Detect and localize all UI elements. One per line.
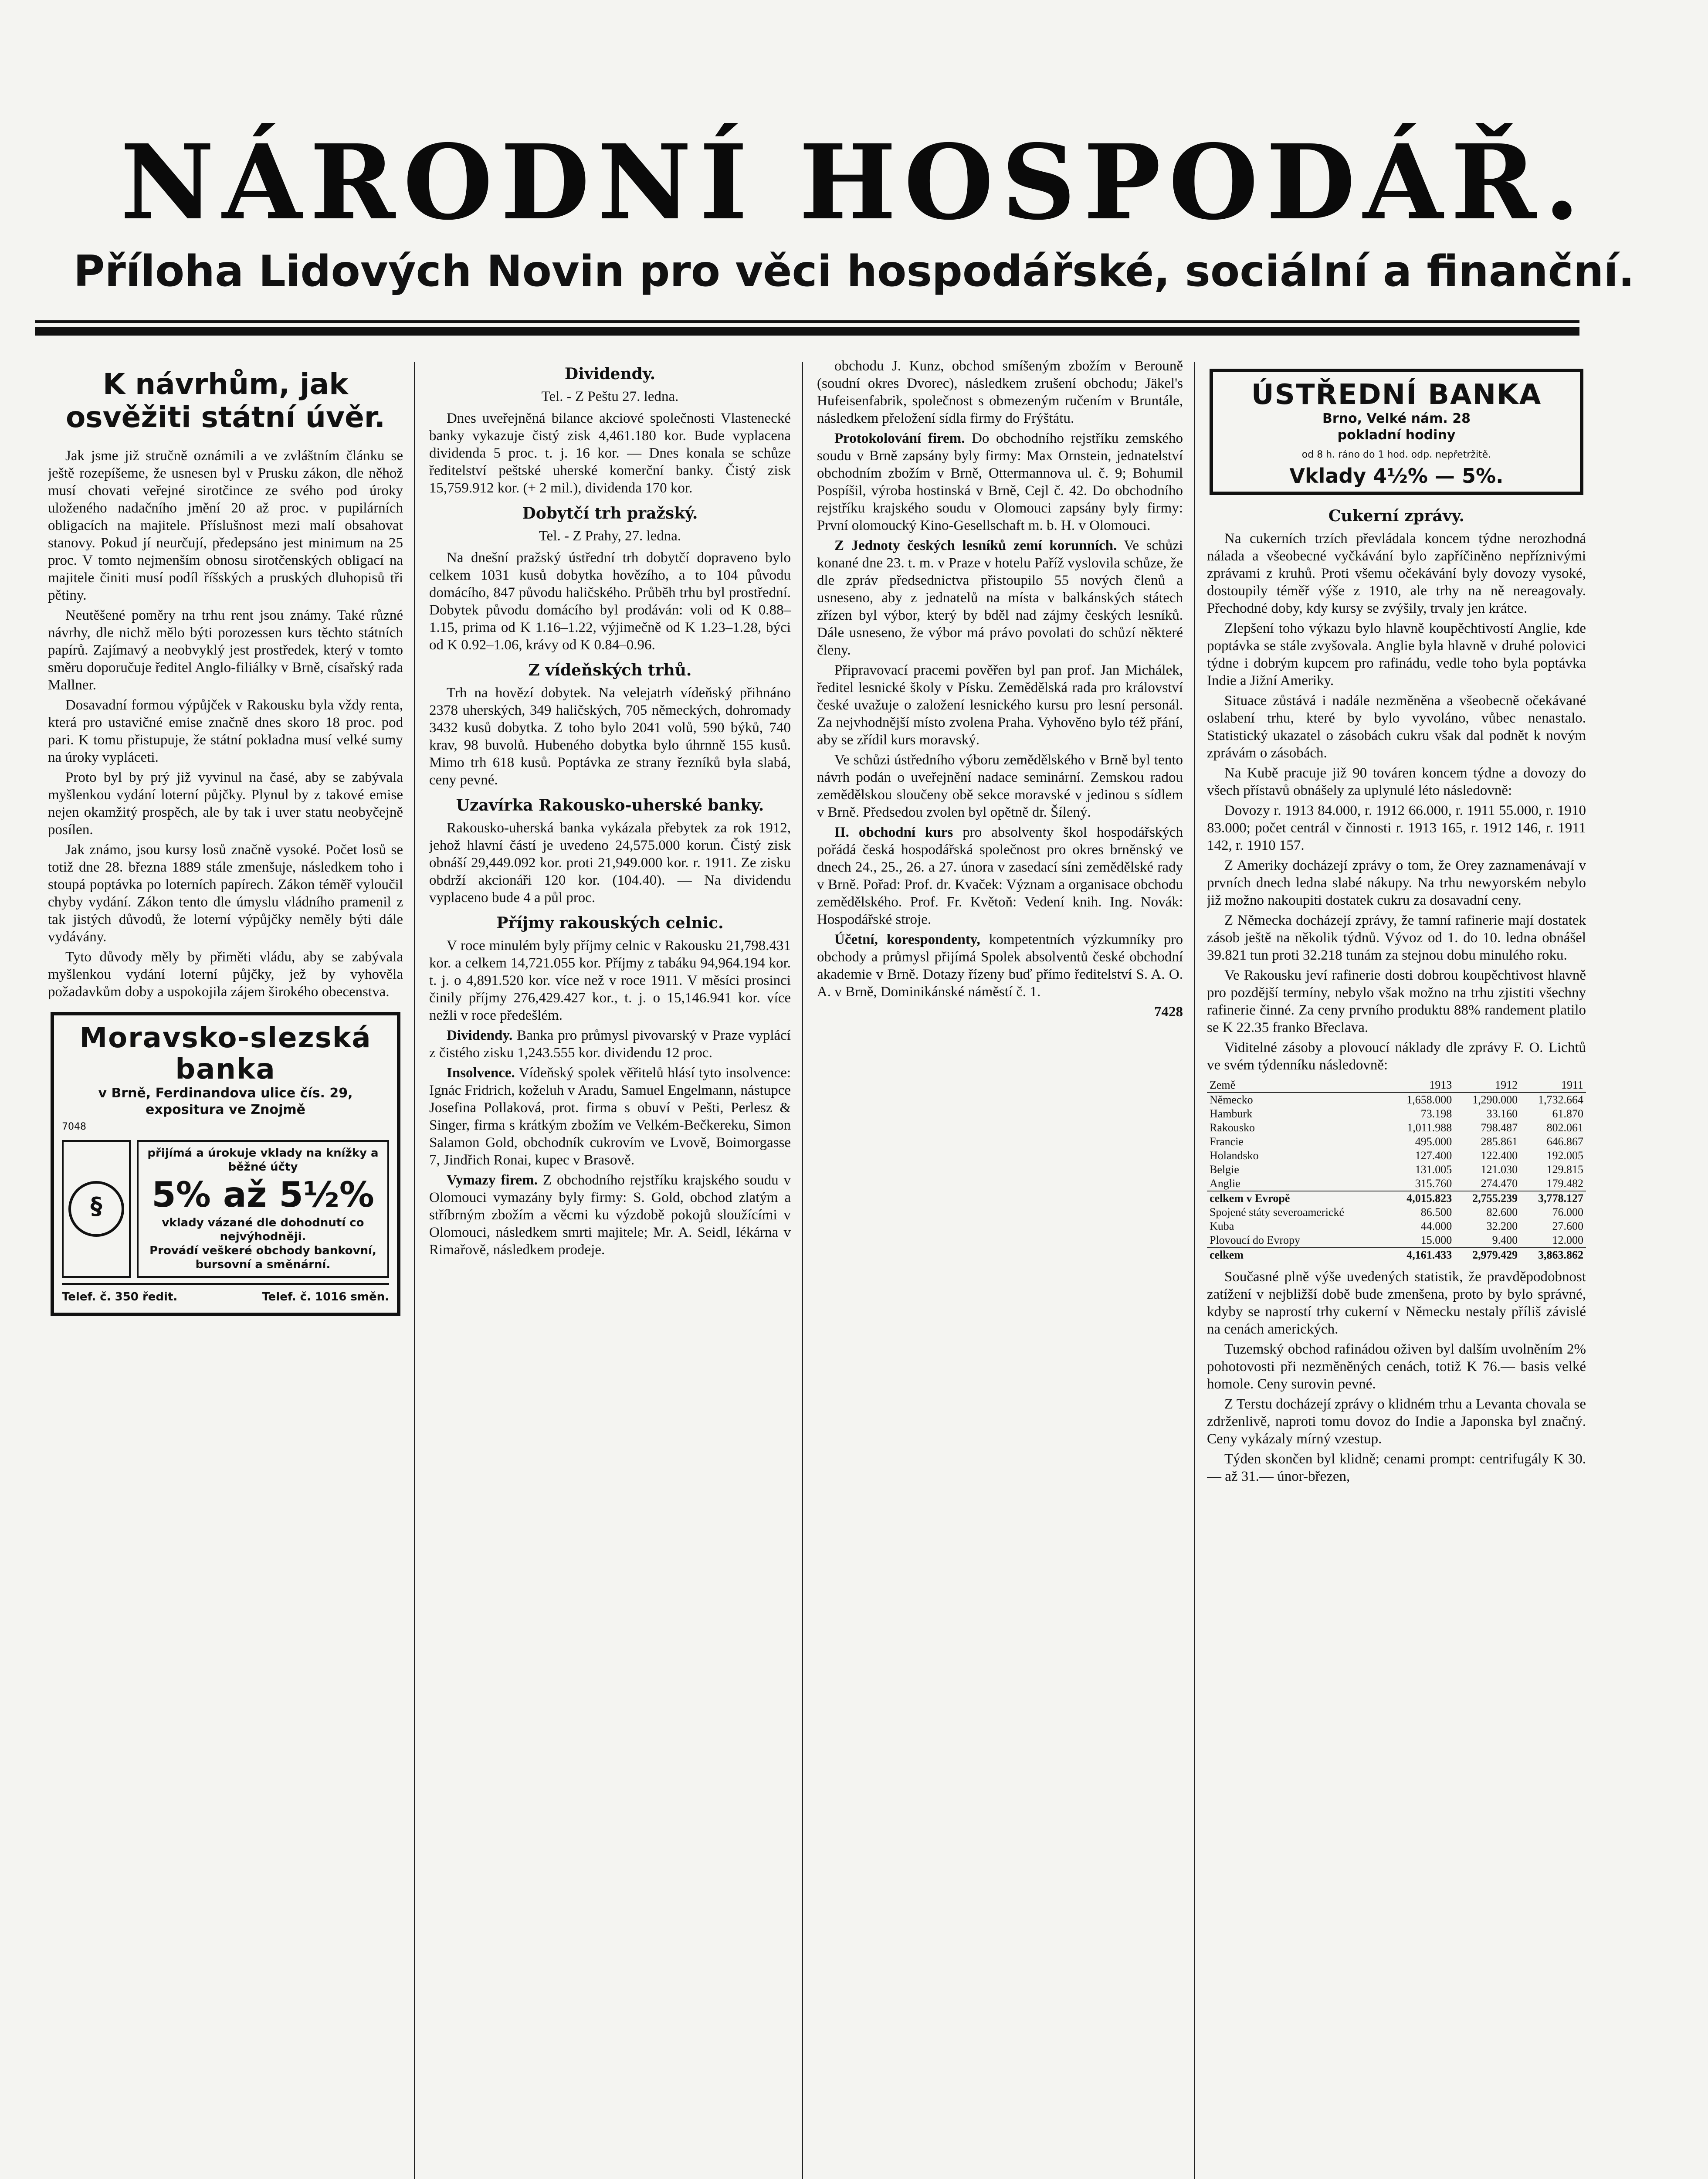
ad-ref-number: 7428 [1154, 1004, 1183, 1020]
table-cell: Hamburk [1210, 1107, 1253, 1120]
section-dateline: Tel. - Z Peštu 27. ledna. [541, 389, 679, 404]
section-lead: Dividendy. [447, 1028, 513, 1043]
article-paragraph: Jak jsme již stručně oznámili a ve zvláštním článku se ještě rozepíšeme, že usnesen byl v Prusku zákon, dle něhož musí chovati veřejné sirotčince ze svého pod úroky uloženého nadačního jmění 20 až proc. v pupilárních obligacích na majitele. Příslušnost mezi malí obsahovat stanovy. Pokud jí neurčují, předepsáno jest minimum na 25 proc. V tomto nejmenším obnosu sirotčenských obligací na majitele činiti musí podíl říšských a pruských dluhopisů tři pětiny. [48, 448, 403, 603]
article-paragraph: Z Terstu docházejí zprávy o klidném trhu a Levanta chovala se zdrženlivě, naproti tomu dovoz do Indie a Japonska byl značný. Ceny vykázaly mírný vzestup. [1207, 1396, 1586, 1447]
section-lead: Insolvence. [447, 1065, 515, 1081]
table-cell: 12.000 [1552, 1234, 1583, 1246]
ad-phone-director: Telef. č. 350 ředit. [62, 1290, 178, 1303]
sugar-stocks-table [1207, 1078, 1586, 1262]
table-cell: celkem [1207, 1248, 1389, 1262]
section-title: Uzavírka Rakousko-uherské banky. [456, 796, 764, 815]
table-cell: 3,778.127 [1520, 1191, 1586, 1205]
table-cell: 122.400 [1481, 1149, 1518, 1162]
table-cell: 274.470 [1481, 1177, 1518, 1190]
section-text [817, 537, 1183, 659]
table-cell: 82.600 [1486, 1206, 1518, 1218]
section-text: Ve schůzi ústředního výboru zemědělského v Brně byl tento návrh podán o uveřejnění nadace seminární. Zemskou radou zemědělskou sloučeny obě sekce moravské v jedinou s sídlem v Brně. Předsedou zvolen byl opětně dr. Šílený. [817, 752, 1183, 820]
table-cell: 3,863.862 [1520, 1248, 1586, 1262]
ad-phones [62, 1283, 389, 1306]
table-cell: 131.005 [1415, 1163, 1452, 1176]
column-3 [817, 357, 1183, 2179]
article-paragraph: Dosavadní formou výpůjček v Rakousku byla vždy renta, která pro ustavičné emise značně dnes skoro 18 proc. pod pari. K tomu přistupuje, že státní pokladna musí velké sumy na úroky vypláceti. [48, 697, 403, 765]
article-paragraph: Neutěšené poměry na trhu rent jsou známy. Také různé návrhy, dle nichž mělo býti porozessen kurs těchto státních papírů. Zajímavý a neobvyklý jest prostředek, který v tomto směru doporučuje ředitel Anglo-filiálky v Brně, císařský rada Mallner. [48, 608, 403, 693]
section-title: Příjmy rakouských celnic. [496, 914, 724, 932]
ad-hours-title: pokladní hodiny [1337, 428, 1456, 443]
table-cell: 44.000 [1420, 1220, 1452, 1232]
table-row [1207, 1177, 1586, 1191]
header-rule-thin [35, 320, 1579, 323]
table-cell: 798.487 [1481, 1121, 1518, 1134]
column-1 [48, 357, 403, 2179]
table-row [1207, 1248, 1586, 1262]
section-dateline: Tel. - Z Prahy, 27. ledna. [539, 528, 681, 544]
table-cell: 2,755.239 [1454, 1191, 1520, 1205]
ad-bank-name: Moravsko-slezská banka [79, 1022, 372, 1086]
article-paragraph: Z Ameriky docházejí zprávy o tom, že Orey zaznamenávají v prvních dnech ledna slabé nákupy. Na trhu newyorském nebylo již možno nakoupiti dostatek cukru za dosavadní ceny. [1207, 858, 1586, 908]
column-divider [414, 362, 415, 2179]
table-cell: Kuba [1210, 1220, 1234, 1232]
table-row [1207, 1233, 1586, 1248]
ad-phone-exchange: Telef. č. 1016 směn. [262, 1290, 389, 1303]
section-text [429, 1064, 791, 1169]
section-body: Vídeňský spolek věřitelů hlásí tyto insolvence: Ignác Fridrich, koželuh v Aradu, Samuel Engelmann, nástupce Josefina Pollaková, prot. firma s obuví v Pešti, Perlesz & Singer, firma s krátkým zbožím ve Velkém-Bečkereku, Simon Salamon Gold, obchodník cukrovím ve Lvově, Boimorgasse 7, Jindřich Ronai, kupec v Brasově. [429, 1065, 791, 1168]
table-cell: 15.000 [1420, 1234, 1452, 1246]
article-paragraph: Jak známo, jsou kursy losů značně vysoké. Počet losů se totiž dne 28. března 1889 stále zmenšuje, následkem toho i stoupá poptávka po loterních papírech. Zákon téměř vyloučil chyby vydání. Zákon tento dle úmyslu vládního pramenil z tak jistých důvodů, že loterní výpůjčky neměly býti dále vydávány. [48, 842, 403, 945]
table-header-cell: Země [1207, 1078, 1389, 1093]
section-text [817, 430, 1183, 534]
article-paragraph: Na Kubě pracuje již 90 továren koncem týdne a dovozy do všech přístavů obnášely za uplynulé léto následovně: [1207, 765, 1586, 798]
column-4 [1207, 357, 1586, 2179]
article-headline: K návrhům, jak osvěžiti státní úvěr. [65, 367, 386, 434]
ad-bank-branch: expositura ve Znojmě [145, 1102, 306, 1117]
section-text: V roce minulém byly příjmy celnic v Rakousku 21,798.431 kor. a celkem 14,721.055 kor. Příjmy z tabáku 94,964.194 kor. t. j. o 4,891.520 kor. více než v roce 1911. V měsíci prosinci činily příjmy 276,429.427 kor., t. j. o 15,146.941 kor. více nežli v roce předešlém. [429, 938, 791, 1023]
table-cell: 1,011.988 [1407, 1121, 1452, 1134]
table-cell: celkem v Evropě [1207, 1191, 1389, 1205]
table-row [1207, 1163, 1586, 1177]
table-cell: 1,732.664 [1538, 1093, 1583, 1106]
table-row [1207, 1121, 1586, 1135]
article-paragraph: Viditelné zásoby a plovoucí náklady dle zprávy F. O. Lichtů ve svém týdenníku následovně: [1207, 1040, 1586, 1073]
section-text: Rakousko-uherská banka vykázala přebytek za rok 1912, jehož hlavní částí je uvedeno 24,575.000 korun. Čistý zisk obnáší 29,449.092 kor. proti 21,949.000 kor. r. 1911. Ze zisku obdrží akcionáři 120 kor. (104.40). — Na dividendu vyplaceno bude 4 a půl proc. [429, 820, 791, 906]
bank-seal-icon: § [68, 1181, 124, 1237]
table-cell: 33.160 [1486, 1107, 1518, 1120]
header-rule-thick [35, 327, 1579, 336]
section-lead: Protokolování firem. [834, 431, 965, 446]
table-cell: Belgie [1210, 1163, 1239, 1176]
table-cell: Holandsko [1210, 1149, 1259, 1162]
ad-hours: od 8 h. ráno do 1 hod. odp. nepřetržitě. [1301, 449, 1491, 460]
table-cell: 73.198 [1420, 1107, 1452, 1120]
table-row [1207, 1149, 1586, 1163]
table-cell: Plovoucí do Evropy [1210, 1234, 1300, 1246]
section-lead: II. obchodní kurs [834, 825, 953, 840]
table-cell: 127.400 [1415, 1149, 1452, 1162]
table-cell: 61.870 [1552, 1107, 1583, 1120]
table-header-cell: 1913 [1389, 1078, 1454, 1093]
ad-interest-rate: 5% až 5½% [152, 1174, 374, 1215]
article-paragraph: Na cukerních trzích převládala koncem týdne nerozhodná nálada a všeobecné vyčkávání bylo zapříčiněno nepříznivými zprávami z kruhů. Proti všemu očekávání byly dovozy vysoké, dostoupily téměř výše z 1910, ale trhy na ně nereagovaly. Přechodné doby, kdy kursy se zvýšily, trvaly jen krátce. [1207, 531, 1586, 616]
ad-body [62, 1140, 389, 1278]
ad-deposit-box [137, 1140, 389, 1278]
article-headline: Cukerní zprávy. [1328, 507, 1465, 525]
table-cell: 32.200 [1486, 1220, 1518, 1232]
table-header-row [1207, 1078, 1586, 1093]
table-cell: Rakousko [1210, 1121, 1255, 1134]
table-row [1207, 1093, 1586, 1107]
table-cell: 9.400 [1492, 1234, 1518, 1246]
table-row [1207, 1191, 1586, 1205]
ad-interest-rate: Vklady 4½% — 5%. [1289, 464, 1504, 488]
table-cell: 2,979.429 [1454, 1248, 1520, 1262]
section-body: Ve schůzi konané dne 23. t. m. v Praze v hotelu Paříž vyslovila schůze, že dle zpráv předsednictva přistoupilo 55 nových členů a usneseno, aby z jednatelů na místa v balkánských státech zřízen byl výbor, který by bděl nad zájmy českých lesníků. Dále usneseno, že výbor má právo povolati do schůzí některé členy. [817, 538, 1183, 658]
column-divider [1194, 362, 1195, 2179]
ad-bank-address: v Brně, Ferdinandova ulice čís. 29, [98, 1086, 353, 1101]
article-paragraph: Současné plně výše uvedených statistik, že pravděpodobnost zatížení v nejbližší době bude zmenšena, proto by bylo správné, kdyby se naprostí trhy cukerní v Německu nestaly příliš závislé na cenách amerických. [1207, 1269, 1586, 1337]
table-row [1207, 1205, 1586, 1219]
table-cell: 192.005 [1546, 1149, 1583, 1162]
ad-deposits-text: přijímá a úrokuje vklady na knížky a běžné účty [147, 1147, 379, 1174]
section-text [817, 931, 1183, 1001]
table-body [1207, 1093, 1586, 1262]
column-divider [802, 362, 803, 2179]
ad-tax-text: vklady vázané dle dohodnutí co nejvýhodněji. [162, 1216, 364, 1243]
table-row [1207, 1135, 1586, 1149]
section-lead: Účetní, korespondenty, [834, 932, 980, 947]
section-title: Dobytčí trh pražský. [522, 504, 698, 523]
section-lead: Z Jednoty českých lesníků zemí korunních. [834, 538, 1117, 553]
table-cell: 315.760 [1415, 1177, 1452, 1190]
section-body: Banka pro průmysl pivovarský v Praze vyplácí z čistého zisku 1,243.555 kor. dividendu 12 proc. [429, 1028, 791, 1061]
table-cell: 76.000 [1552, 1206, 1583, 1218]
article-paragraph: Dovozy r. 1913 84.000, r. 1912 66.000, r. 1911 55.000, r. 1910 83.000; počet centrál v činnosti r. 1913 165, r. 1912 146, r. 1911 142, r. 1910 157. [1207, 803, 1586, 853]
section-text [429, 1027, 791, 1062]
table-cell: 1,658.000 [1406, 1093, 1452, 1106]
article-paragraph: Zlepšení toho výkazu bylo hlavně koupěchtivostí Anglie, kde poptávka se stále zvyšovala. Anglie byla hlavně v druhé polovici týdne i dobrým kupcem pro rafinádu, vedle toho byla poptávka Indie a Jižní Ameriky. [1207, 621, 1586, 689]
table-cell: 129.815 [1546, 1163, 1583, 1176]
article-paragraph: Tuzemský obchod rafinádou oživen byl dalším uvolněním 2% pohotovosti při nezměněných cenách, totiž K 76.— basis velké homole. Ceny surovin pevné. [1207, 1341, 1586, 1392]
moravsko-slezska-banka-ad [51, 1012, 400, 1316]
table-cell: 285.861 [1481, 1135, 1518, 1148]
table-row [1207, 1107, 1586, 1121]
table-cell: 495.000 [1415, 1135, 1452, 1148]
section-text: obchodu J. Kunz, obchod smíšeným zbožím v Berouně (soudní okres Dvorec), následkem zrušení obchodu; Jäkel's Hufeisenfabrik, společnost s obmezeným ručením v Bruntále, následkem přeložení sídla firmy do Frýštátu. [817, 358, 1183, 426]
table-cell: 4,161.433 [1389, 1248, 1454, 1262]
ad-seal [62, 1140, 131, 1278]
section-text: Na dnešní pražský ústřední trh dobytčí dopraveno bylo celkem 1031 kusů dobytka hovězího, a to 104 původu domácího, 847 původu haličského. Průběh trhu byl prostřední. Dobytek původu domácího byl prodáván: voli od K 0.88–1.15, prima od K 1.16–1.22, výjimečně od K 1.23–1.28, býci od K 0.92–1.06, krávy od K 0.84–0.96. [429, 550, 791, 653]
table-cell: 121.030 [1481, 1163, 1518, 1176]
section-text: Trh na hovězí dobytek. Na velejatrh vídeňský přihnáno 2378 uherských, 349 haličských, 705 německých, dohromady 3432 kusů dobytka. Z toho bylo 2041 volů, 590 býků, 740 krav, 98 buvolů. Hubeného dobytka bylo úhrnně 155 kusů. Mimo trh 618 kusů. Poptávka ze strany řezníků byla slabá, ceny pevné. [429, 685, 791, 788]
section-text [429, 1171, 791, 1259]
table-cell: 1,290.000 [1472, 1093, 1518, 1106]
article-paragraph: Situace zůstává i nadále nezměněna a všeobecně očekávané oslabení trhu, které by bylo vyvoláno, vůbec nenastalo. Statistický ukazatel o zásobách cukru však dal podnět k novým zprávám o zásobách. [1207, 693, 1586, 761]
ad-bank-address: Brno, Velké nám. 28 [1322, 411, 1471, 426]
section-title: Z vídeňských trhů. [528, 661, 692, 679]
table-cell: 86.500 [1420, 1206, 1452, 1218]
table-cell: 27.600 [1552, 1220, 1583, 1232]
section-body: Z obchodního rejstříku krajského soudu v Olomouci vymazány byly firmy: S. Gold, obchod zlatým a stříbrným zbožím a věcmi ku výzdobě pokojů sloužícími v Olomouci, následkem smrti majitele; Mr. A. Seidl, lékárna v Rimařově, následkem prodeje. [429, 1172, 791, 1258]
newspaper-subtitle: Příloha Lidových Novin pro věci hospodářské, sociální a finanční. [73, 247, 1635, 296]
section-text: Dnes uveřejněná bilance akciové společnosti Vlastenecké banky vykazuje čistý zisk 4,461.180 kor. Bude vyplacena dividenda 5 proc. t. j. 16 kor. — Dnes konala se schůze ředitelství peštské uherské komerční banky. Čistý zisk 15,759.912 kor. (+ 2 mil.), dividenda 170 kor. [429, 411, 791, 496]
newspaper-title: NÁRODNÍ HOSPODÁŘ. [120, 122, 1588, 243]
ad-ref-number: 7048 [62, 1121, 86, 1132]
article-paragraph: Z Německa docházejí zprávy, že tamní rafinerie mají dostatek zásob ještě na několik týdnů. Vývoz od 1. do 10. ledna obnášel 39.821 tun proti 32.218 tunám za stejnou dobu minulého roku. [1207, 913, 1586, 963]
table-header-cell: 1911 [1520, 1078, 1586, 1093]
section-text [817, 824, 1183, 928]
section-body: Do obchodního rejstříku zemského soudu v Brně zapsány byly firmy: Max Ornstein, jednatelství obchodním zbožím v Brně, Ottermannova ul. č. 9; Bohumil Pospíšil, výroba hostinská v Brně, Cejl č. 42. Do obchodního rejstříku krajského soudu v Olomouci zapsány byly firmy: První olomoucký Kino-Gesellschaft m. b. H. v Olomouci. [817, 431, 1183, 533]
article-paragraph: Tyto důvody měly by přiměti vládu, aby se zabývala myšlenkou vydání loterní půjčky, jež by vyhověla požadavkům doby a uspokojila zájem širokého obecenstva. [48, 949, 403, 1000]
article-paragraph: Týden skončen byl klidně; cenami prompt: centrifugály K 30.— až 31.— únor-březen, [1207, 1451, 1586, 1484]
masthead [0, 122, 1708, 296]
column-2 [429, 357, 791, 2179]
table-cell: 179.482 [1546, 1177, 1583, 1190]
section-body: kompetentních výzkumníky pro obchody a průmysl přijímá Spolek absolventů české obchodní akademie v Brně. Dotazy řízeny buď přímo ředitelství S. A. O. A. v Brně, Dominikánské náměstí č. 1. [817, 932, 1183, 1000]
section-lead: Vymazy firem. [447, 1172, 538, 1188]
table-cell: Anglie [1210, 1177, 1240, 1190]
table-header-cell: 1912 [1454, 1078, 1520, 1093]
section-text: Připravovací pracemi pověřen byl pan prof. Jan Michálek, ředitel lesnické školy v Písku. Zemědělská rada pro království české uvažuje o založení lesnického kursu pro lesní personál. Za nejvhodnější místo zvolena Praha. Vyhověno bylo též přání, aby se zřídil kurs moravský. [817, 662, 1183, 748]
table-cell: Spojené státy severoamerické [1210, 1206, 1344, 1218]
section-title: Dividendy. [564, 365, 656, 383]
table-cell: 646.867 [1546, 1135, 1583, 1148]
table-cell: 802.061 [1546, 1121, 1583, 1134]
table-row [1207, 1219, 1586, 1233]
article-paragraph: Ve Rakousku jeví rafinerie dosti dobrou koupěchtivost hlavně pro pozdější termíny, nebylo však možno na trhu zjistiti všechny rafinerie činné. Za ceny prvního produktu 88% randement platilo se K 22.35 franko Břeclava. [1207, 967, 1586, 1035]
section-body: pro absolventy škol hospodářských pořádá česká hospodářská společnost pro okres brněnský ve dnech 24., 25., 26. a 27. února v zasedací síni zemědělské rady v Brně. Pořad: Prof. dr. Kvaček: Význam a organisace obchodu zemědělského. Prof. Fr. Květoň: Vedení knih. Ing. Novák: Hospodářské stroje. [817, 825, 1183, 927]
ad-bank-name: ÚSTŘEDNÍ BANKA [1251, 379, 1542, 411]
table-cell: Německo [1210, 1093, 1253, 1106]
table-cell: 4,015.823 [1389, 1191, 1454, 1205]
ustredni-banka-ad [1210, 369, 1583, 495]
table-cell: Francie [1210, 1135, 1244, 1148]
article-paragraph: Proto byl by prý již vyvinul na časé, aby se zabývala myšlenkou vydání loterní půjčky. Plynul by z takové emise nejen okamžitý prospěch, ale by tak i uver statu neobyčejně posílen. [48, 770, 403, 838]
ad-services-text: Provádí veškeré obchody bankovní, bursovní a směnární. [149, 1244, 376, 1271]
